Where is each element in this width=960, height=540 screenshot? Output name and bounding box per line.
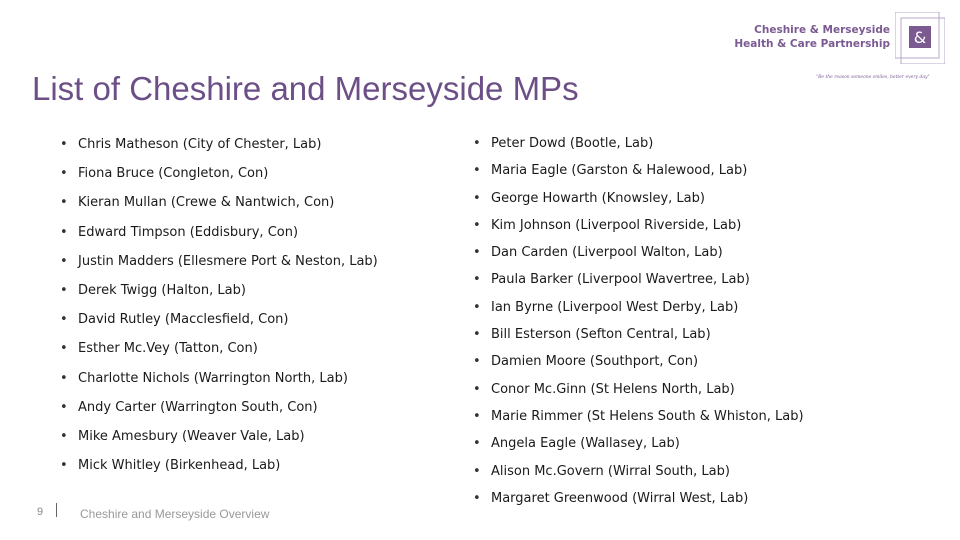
list-item: • Peter Dowd (Bootle, Lab)	[473, 136, 804, 163]
list-item: • Mike Amesbury (Weaver Vale, Lab)	[60, 429, 378, 458]
list-item: • Andy Carter (Warrington South, Con)	[60, 400, 378, 429]
ampersand-logo-icon	[895, 12, 945, 64]
list-item: • Kieran Mullan (Crewe & Nantwich, Con)	[60, 195, 378, 224]
list-item: • George Howarth (Knowsley, Lab)	[473, 191, 804, 218]
list-item: • Chris Matheson (City of Chester, Lab)	[60, 137, 378, 166]
list-item: • Dan Carden (Liverpool Walton, Lab)	[473, 245, 804, 272]
list-item: • Edward Timpson (Eddisbury, Con)	[60, 225, 378, 254]
list-item: • Bill Esterson (Sefton Central, Lab)	[473, 327, 804, 354]
logo-line-2: Health & Care Partnership	[734, 38, 890, 50]
list-item: • Conor Mc.Ginn (St Helens North, Lab)	[473, 382, 804, 409]
list-item: • Kim Johnson (Liverpool Riverside, Lab)	[473, 218, 804, 245]
list-item: • Esther Mc.Vey (Tatton, Con)	[60, 341, 378, 370]
logo-symbol: &	[913, 28, 927, 47]
list-item: • Margaret Greenwood (Wirral West, Lab)	[473, 491, 804, 518]
partnership-logo	[734, 12, 948, 82]
list-item: • Charlotte Nichols (Warrington North, Lab)	[60, 371, 378, 400]
footer-caption: Cheshire and Merseyside Overview	[80, 507, 270, 521]
list-item: • Ian Byrne (Liverpool West Derby, Lab)	[473, 300, 804, 327]
list-item: • Damien Moore (Southport, Con)	[473, 354, 804, 381]
list-item: • Fiona Bruce (Congleton, Con)	[60, 166, 378, 195]
list-item: • Justin Madders (Ellesmere Port & Neston, Lab)	[60, 254, 378, 283]
list-item: • David Rutley (Macclesfield, Con)	[60, 312, 378, 341]
page-title: List of Cheshire and Merseyside MPs	[32, 70, 579, 107]
list-item: • Alison Mc.Govern (Wirral South, Lab)	[473, 464, 804, 491]
logo-tagline: "Be the reason someone smiles, better every day"	[816, 75, 930, 80]
footer-divider	[56, 503, 57, 517]
mp-list-left	[60, 137, 378, 487]
page-number: 9	[37, 506, 44, 518]
list-item: • Marie Rimmer (St Helens South & Whiston, Lab)	[473, 409, 804, 436]
list-item: • Paula Barker (Liverpool Wavertree, Lab)	[473, 272, 804, 299]
list-item: • Derek Twigg (Halton, Lab)	[60, 283, 378, 312]
list-item: • Mick Whitley (Birkenhead, Lab)	[60, 458, 378, 487]
mp-list-right	[473, 136, 804, 518]
list-item: • Maria Eagle (Garston & Halewood, Lab)	[473, 163, 804, 190]
list-item: • Angela Eagle (Wallasey, Lab)	[473, 436, 804, 463]
logo-line-1: Cheshire & Merseyside	[754, 24, 890, 36]
